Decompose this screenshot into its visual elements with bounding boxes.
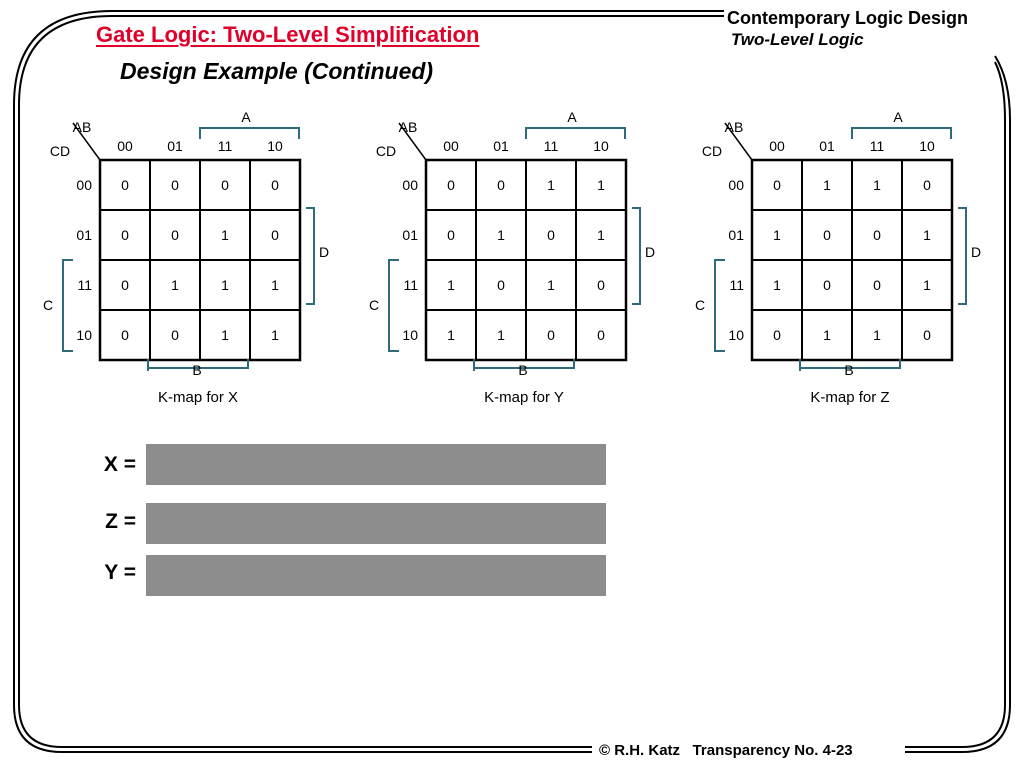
kmap-1-bracket-c <box>63 260 73 351</box>
kmap-3-col-header: 01 <box>819 138 835 154</box>
kmap-3-row-header: 11 <box>729 277 744 293</box>
kmap-3-cell-value: 1 <box>873 327 881 343</box>
kmap-1-cell-value: 1 <box>271 327 279 343</box>
kmap-2-cell-value: 0 <box>597 327 605 343</box>
kmap-2-caption: K-map for Y <box>484 389 564 406</box>
kmap-1-row-header: 11 <box>77 277 92 293</box>
kmap-1-col-var-label: AB <box>72 119 92 135</box>
kmap-2-cell-value: 1 <box>547 277 555 293</box>
kmap-3-row-header: 10 <box>728 327 744 343</box>
kmap-2-bracket-c-label: C <box>368 297 380 313</box>
kmap-1-row-header: 01 <box>76 227 92 243</box>
kmap-3-cell-value: 0 <box>923 327 931 343</box>
kmap-2-cell-value: 0 <box>447 227 455 243</box>
kmap-2-bracket-a <box>526 128 625 139</box>
kmap-2-row-header: 00 <box>402 177 418 193</box>
kmap-3-cell-value: 0 <box>823 227 831 243</box>
kmap-3-bracket-d <box>958 208 966 304</box>
kmap-2-row-header: 11 <box>403 277 418 293</box>
kmap-2-cell-value: 0 <box>447 177 455 193</box>
answer-box-z <box>146 503 606 544</box>
kmap-2-row-var-label: CD <box>375 143 397 159</box>
kmap-3-cell-value: 1 <box>773 277 781 293</box>
kmap-2-col-var-label: AB <box>398 119 418 135</box>
kmap-1-bracket-a-label: A <box>241 109 251 125</box>
kmap-2-col-header: 10 <box>593 138 609 154</box>
kmap-1-cell-value: 0 <box>121 227 129 243</box>
kmap-3-bracket-a-label: A <box>893 109 903 125</box>
kmap-1-row-header: 10 <box>76 327 92 343</box>
kmap-1-caption: K-map for X <box>157 389 239 406</box>
kmap-2-cell-value: 1 <box>597 177 605 193</box>
kmap-2-bracket-c <box>389 260 399 351</box>
equation-label-z: Z = <box>105 510 136 533</box>
kmap-1-cell-value: 0 <box>121 327 129 343</box>
kmap-2-cell-value: 0 <box>497 177 505 193</box>
kmap-1-col-header: 01 <box>167 138 183 154</box>
chapter-title: Two-Level Logic <box>731 30 864 49</box>
kmap-2-bracket-d <box>632 208 640 304</box>
kmap-3-cell-value: 0 <box>923 177 931 193</box>
kmap-1-cell-value: 0 <box>171 227 179 243</box>
kmap-1-col-header: 10 <box>267 138 283 154</box>
kmap-1-cell-value: 0 <box>271 177 279 193</box>
kmap-2-cell-value: 1 <box>597 227 605 243</box>
kmap-1-bracket-a <box>200 128 299 139</box>
kmap-2-cell-value: 1 <box>547 177 555 193</box>
kmap-3-caption: K-map for Z <box>810 389 890 406</box>
kmap-3-cell-value: 0 <box>773 327 781 343</box>
footer-credit: © R.H. Katz Transparency No. 4-23 <box>593 742 859 759</box>
kmap-3-cell-value: 0 <box>873 277 881 293</box>
kmap-3-cell-value: 0 <box>823 277 831 293</box>
kmap-1-cell-value: 0 <box>271 227 279 243</box>
kmap-3-bracket-c <box>715 260 725 351</box>
kmap-3-cell-value: 1 <box>923 277 931 293</box>
kmap-1-cell-value: 1 <box>221 277 229 293</box>
kmap-3-cell-value: 1 <box>823 177 831 193</box>
kmap-3-bracket-d-label: D <box>970 244 982 260</box>
kmap-1-cell-value: 0 <box>121 277 129 293</box>
kmap-2-bracket-b-label: B <box>518 362 528 378</box>
equation-label-y: Y = <box>104 561 136 584</box>
kmap-1-cell-value: 0 <box>171 327 179 343</box>
kmap-3-row-header: 01 <box>728 227 744 243</box>
kmap-3-cell-value: 0 <box>873 227 881 243</box>
kmap-2-cell-value: 1 <box>497 227 505 243</box>
kmap-3-col-header: 10 <box>919 138 935 154</box>
kmap-1-cell-value: 0 <box>121 177 129 193</box>
kmap-2-col-header: 11 <box>543 138 559 154</box>
kmap-2-row-header: 10 <box>402 327 418 343</box>
kmap-1-cell-value: 0 <box>221 177 229 193</box>
kmap-1-cell-value: 1 <box>171 277 179 293</box>
kmap-3-cell-value: 1 <box>823 327 831 343</box>
kmap-2-cell-value: 0 <box>547 227 555 243</box>
kmap-3-row-var-label: CD <box>701 143 723 159</box>
slide-subtitle: Design Example (Continued) <box>120 58 434 84</box>
course-title: Contemporary Logic Design <box>727 8 969 28</box>
kmap-2-row-header: 01 <box>402 227 418 243</box>
kmap-3-col-header: 00 <box>769 138 785 154</box>
kmap-1-row-header: 00 <box>76 177 92 193</box>
kmap-1-cell-value: 1 <box>221 227 229 243</box>
kmap-3-col-var-label: AB <box>724 119 744 135</box>
kmap-3-col-header: 11 <box>869 138 885 154</box>
kmap-3-bracket-b-label: B <box>844 362 854 378</box>
kmap-1-bracket-d-label: D <box>318 244 330 260</box>
kmap-3-cell-value: 1 <box>873 177 881 193</box>
kmap-3-cell-value: 1 <box>923 227 931 243</box>
kmap-1-col-header: 00 <box>117 138 133 154</box>
kmap-1-bracket-d <box>306 208 314 304</box>
kmap-1-cell-value: 1 <box>221 327 229 343</box>
kmap-2-cell-value: 1 <box>497 327 505 343</box>
slide-title: Gate Logic: Two-Level Simplification <box>96 22 480 47</box>
kmap-2-cell-value: 1 <box>447 277 455 293</box>
kmap-1-cell-value: 0 <box>171 177 179 193</box>
kmap-1-bracket-b-label: B <box>192 362 202 378</box>
kmap-3-bracket-a <box>852 128 951 139</box>
kmap-3-cell-value: 1 <box>773 227 781 243</box>
kmap-1-cell-value: 1 <box>271 277 279 293</box>
kmap-3-cell-value: 0 <box>773 177 781 193</box>
kmap-2-col-header: 00 <box>443 138 459 154</box>
kmap-1-row-var-label: CD <box>49 143 71 159</box>
kmap-2-cell-value: 0 <box>597 277 605 293</box>
answer-box-y <box>146 555 606 596</box>
kmap-1-bracket-c-label: C <box>42 297 54 313</box>
kmap-2-col-header: 01 <box>493 138 509 154</box>
kmap-2-bracket-d-label: D <box>644 244 656 260</box>
kmap-2-cell-value: 0 <box>497 277 505 293</box>
kmap-2-cell-value: 0 <box>547 327 555 343</box>
kmap-3-bracket-c-label: C <box>694 297 706 313</box>
kmap-2-cell-value: 1 <box>447 327 455 343</box>
answer-box-x <box>146 444 606 485</box>
kmap-1-col-header: 11 <box>217 138 233 154</box>
kmap-3-row-header: 00 <box>728 177 744 193</box>
kmap-2-bracket-a-label: A <box>567 109 577 125</box>
equation-label-x: X = <box>103 453 136 476</box>
